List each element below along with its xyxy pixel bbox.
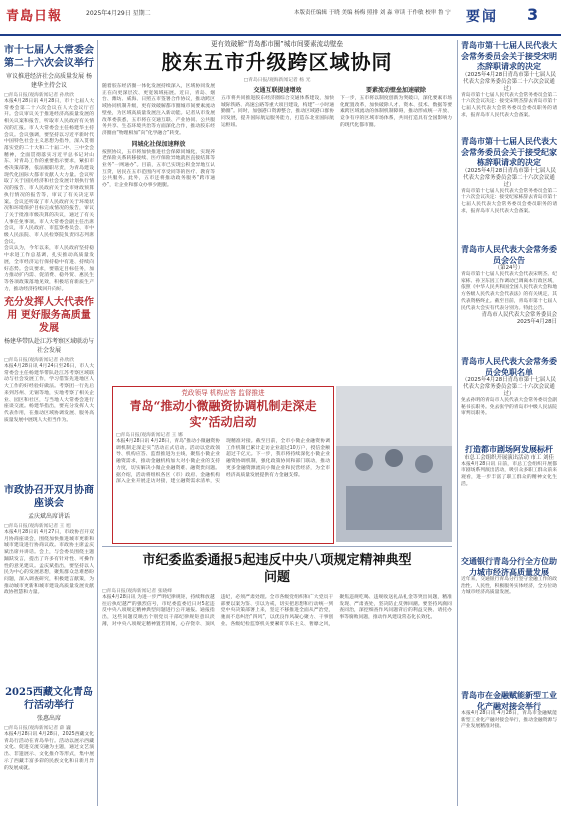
article-title: 2025西藏文化青岛行活动举行 — [5, 687, 93, 711]
masthead — [0, 0, 561, 36]
meeting-photo — [336, 386, 452, 542]
notice-subtitle: （2025年4月28日青岛市第十七届人民代表大会常务委员会第二十六次会议通过） — [461, 71, 557, 92]
article-title: 交通银行青岛分行全方位助力城市经济高质量发展 — [461, 556, 557, 577]
article-npc-session — [4, 44, 94, 294]
article-discipline-report — [102, 552, 452, 808]
article-urban-theater — [461, 444, 557, 552]
article-finance-industrialization — [461, 690, 557, 808]
article-title: 青岛市在金融赋能新型工业化产融对接会举行 — [461, 690, 557, 711]
notice-title: 青岛市人民代表大会常务委员会免职名单 — [461, 356, 557, 377]
article-byline: □青岛日报/观海新闻记者 薛 巍 — [4, 726, 71, 731]
article-body: 会议认为，今年以来，市人民政府坚持稳中求进工作总基调，扎实推动高质量发展，全市经济运行保持稳中有进、持续向好态势。会议要求，要锚定目标任务，加力推动扩内需、促消费、稳外贸、惠民生等各项政策落地见效，积极培育新质生产力，推动经济持续回升向好。 — [4, 246, 94, 292]
notice-subtitle: （2025年4月28日青岛市第十七届人民代表大会常务委员会第二十六次会议通过） — [461, 377, 557, 397]
issue-date: 2025年4月29日 星期二 — [86, 10, 151, 17]
article-subtitle: 孟庆斌出席讲话 — [27, 513, 70, 520]
article-body: 本报4月28日讯 4月28日，青岛市金融赋能新型工业化产融对接会举行，推动金融资源与产业发展精准对接。 — [461, 711, 557, 730]
editor-credits: 本版责任编辑 于晓 美编 杨梅 照排 刘 淼 审读 于作敏 校审 鲁 宁 — [294, 10, 451, 16]
notice-signature: 青岛市人民代表大会常务委员会 — [481, 312, 557, 319]
boxed-story-microfinance — [116, 389, 330, 539]
section-name: 要闻 — [466, 9, 498, 25]
lead-title: 胶东五市升级跨区域协同 — [161, 50, 393, 74]
article-tibet-culture — [4, 686, 94, 808]
notice-subtitle: （2025年4月28日青岛市第十七届人民代表大会常务委员会第二十六次会议通过） — [461, 167, 557, 188]
article-byline: □青岛日报/观海新闻记者 王 旭 — [4, 524, 71, 529]
article-bocom-qingdao — [461, 556, 557, 686]
article-body: 近年来，交通银行青岛分行坚守金融工作的政治性、人民性，积极服务实体经济，全方位助力城市经济高质量发展。 — [461, 577, 557, 596]
notice-subtitle: （第24号） — [494, 265, 524, 271]
article-byline: □青岛日报/观海新闻记者 张晓峰 — [102, 589, 173, 594]
article-cppcc — [4, 484, 94, 644]
article-byline: □青岛日报/观海新闻记者 孙欣欣 — [4, 358, 75, 363]
lead-subhead: 同城化社保加速释放 — [131, 140, 186, 148]
column-rule — [97, 40, 98, 806]
lead-body: 随着胶东经济圈一体化发展持续深入，区域协同发展正在向更深层次、更宽领域拓展。近日，青岛、烟台、潍坊、威海、日照五市签署合作协议，推动跨区域协同机制升级，更有效破解都市圈城市间要素流动壁垒，为区域高质量发展注入新动能。记者从市发展改革委获悉，五市将在交通互联、产业协同、公共服务共享、生态环境共治等方面深化合作，推动胶东经济圈由“物理相加”向“化学融合”转变。 — [102, 84, 215, 136]
article-title: 充分发挥人大代表作用 更好服务高质量发展 — [4, 297, 94, 334]
article-title: 市十七届人大常委会第二十六次会议举行 — [4, 45, 94, 69]
notice-dismissal-list — [461, 356, 557, 440]
article-byline: □青岛日报/观海新闻记者 孙欣欣 — [4, 93, 75, 98]
section-rule — [102, 546, 452, 547]
notice-body: 青岛市第十七届人民代表大会常务委员会第二十六次会议决定：接受纪家栋辞去青岛市第十七届人民代表大会常务委员会委员职务的请求，报青岛市人民代表大会备案。 — [461, 188, 557, 214]
boxed-title: 青岛“推动小微融资协调机制走深走实”活动启动 — [129, 399, 317, 429]
notice-title: 青岛市第十七届人民代表大会常务委员会关于接受纪家栋辞职请求的决定 — [461, 136, 557, 167]
article-body: 本报4月28日讯 4月28日，市十七届人大常委会第二十六次会议在人大会议厅召开。会议审议关于推进经济高质量发展的相关议案和报告，听取市人民政府有关情况的汇报。市人大常委会主任杨建华主持会议。会议强调，要坚持以习近平新时代中国特色社会主义思想为指导，深入贯彻落实党的二十大和二十届二中、三中全会精神，全面贯彻落实习近平总书记对山东、对青岛工作的重要指示要求，紧扣市委决策部署，依法履职尽责，为青岛建设现代化国际大都市贡献人大力量。会议听取了关于国民经济和社会发展计划执行情况的报告、市人民政府关于全市财政预算执行情况的报告等，审议了有关决定草案。会议还听取了市人民政府关于环境状况和环境保护目标完成情况的报告，审议了关于批准市级决算的决议，通过了有关人事任免事项。市人大常委会副主任出席会议，市人民政府、市监察委员会、市中级人民法院、市人民检察院负责同志列席会议。 — [4, 99, 94, 245]
lead-byline: □青岛日报/观海新闻记者 杨 光 — [243, 78, 311, 83]
notice-resign-ji — [461, 136, 557, 240]
article-body: 本报4月28日讯 4月27日，市政协召开双月协商座谈会，围绕加快推进城市更新和城市建设进行协商议政。市政协主席孟庆斌出席并讲话。会上，与会委员围绕主题踊跃发言，提出了许多有针对性、可操作性的意见建议。孟庆斌指出，要坚持以人民为中心的发展思想，聚焦群众急难愁盼问题，深入调查研究，积极建言献策，为推动城市更新和城市建设高质量发展贡献政协智慧和力量。 — [4, 530, 94, 596]
article-body: 本报4月28日讯 4月24日至26日，市人大常委会主任杨建华带队赴江苏考察区域联动与社会发展工作，学习借鉴先进地区人大工作的好经验好做法。考察团一行先后来到苏州、无锡等地，实地考察了相关企业、园区和社区，与当地人大常委会进行座谈交流。杨建华指出，要充分发挥人大代表作用，在推动区域协调发展、服务高质量发展中展现人大担当作为。 — [4, 364, 94, 423]
article-deputies — [4, 296, 94, 426]
notice-title: 青岛市第十七届人民代表大会常务委员会关于接受宋明杰辞职请求的决定 — [461, 40, 557, 71]
article-subtitle: 市总工会组织开展演出活动 市工 刘佳 — [464, 454, 554, 461]
article-body: 本报4月28日讯 为进一步严明纪律规矩，持续释放越往后执纪越严的强烈信号，市纪委监委近日对5起违反中央八项规定精神典型问题进行公开通报。通报指出，这些问题反映出个别党员干部纪律规矩意识淡薄，对中央八项规定精神置若罔闻，心存侥幸、顶风违纪，必须严肃处理。全市各级党组织和广大党员干部要以案为鉴、引以为戒，切实把思想和行动统一到党中央决策部署上来，坚定不移推进全面从严治党，驰而不息纠治“四风”，以优良作风凝心聚力、干事创业。各级纪检监察机关要紧盯享乐主义、奢靡之风，聚焦违规吃喝、违规收送礼品礼金等突出问题，精准发现、严肃查处，坚决防止反弹回潮。要坚持风腐同查同治，深挖细查作风问题背后的利益交换、请托办事等腐败问题，推动作风建设常态化长效化。 — [102, 595, 452, 627]
article-subtitle: 杨建华带队赴江苏考察区域联动与社会发展 — [4, 338, 94, 354]
article-body: 本报4月28日讯 4月28日，2025西藏文化青岛行活动在青岛举行。活动以展示西藏文化、促进交流交融为主题，通过文艺演出、非遗展示、文化推介等形式，集中展示了西藏丰富多彩的民族文化和日新月异的发展成就。 — [4, 732, 94, 771]
lead-body: 按照协议，五市将加快推进社会保障同城化，实现养老保险关系转移接续、医疗保险异地就医直接结算等业务“一网通办”。目前，五市已实现公积金异地互认互贷，居民在五市范围内可享受同等的医疗、教育等公共服务。此外，五市还将推动政务服务“跨市通办”，让企业和群众办事少跑腿。 — [102, 149, 215, 189]
notice-announcement-24 — [461, 244, 557, 352]
page-number: 3 — [527, 5, 539, 24]
article-title: 打造都市剧场阿发展标杆 — [465, 444, 553, 454]
lead-story-jiaodong — [102, 40, 452, 420]
lead-subhead: 要素流动壁垒加速破除 — [365, 87, 426, 94]
boxed-kicker: 党政领导 机构应答 监督推进 — [181, 389, 265, 397]
notice-resign-song — [461, 40, 557, 134]
article-title: 市纪委监委通报5起违反中央八项规定精神典型问题 — [142, 553, 412, 585]
boxed-byline: □青岛日报/观海新闻记者 王 娜 — [116, 433, 183, 438]
boxed-body: 本报4月28日讯 4月28日，青岛“推动小微融资协调机制走深走实”活动正式启动。活动以党政领导、机构应答、监督推进为主线，聚焦小微企业融资需求，推动金融机构加大对小微企业的支持力度，切实解决小微企业融资难、融资贵问题。据介绍，活动将组织各区（市）政府、金融机构深入企业开展走访对接，建立融资需求清单，实现精准对接。截至目前，全市小微企业融资协调工作机制已累计走访企业超过10万户，授信金额超过千亿元。下一步，我市将持续深化小微企业融资协调机制，强化政策协同和部门联动，推动更多金融资源流向小微企业和民营经济，为全市经济高质量发展提供有力金融支撑。 — [116, 439, 330, 485]
article-subtitle: 张惠出席 — [36, 715, 61, 722]
article-body: 本报4月28日讯 日前，市总工会组织开展都市剧场系列演出活动，吸引众多职工群众前来观看，进一步丰富了职工群众的精神文化生活。 — [461, 461, 557, 487]
notice-date: 2025年4月28日 — [516, 319, 557, 326]
notice-body: 免去孙明的青岛市人民代表大会常务委员会副秘书长职务。免去张学的青岛市中级人民法院审判员职务。 — [461, 398, 557, 417]
column-rule — [457, 40, 458, 806]
article-subtitle: 审议推进经济社会高质量发展 杨建华主持会议 — [6, 73, 92, 89]
lead-subhead: 交通互联提速增效 — [253, 87, 302, 94]
notice-body: 青岛市第十七届人民代表大会代表宋明杰、纪家栋、孙卫东因工作调动已调离本行政区域，依照《中华人民共和国全国人民代表大会和地方各级人民代表大会代表法》的有关规定，其代表资格终止。截至目前，青岛市第十七届人民代表大会实有代表分别为。特此公告。 — [461, 272, 557, 311]
article-title: 市政协召开双月协商座谈会 — [4, 485, 94, 509]
notice-title: 青岛市人民代表大会常务委员会公告 — [461, 244, 557, 265]
lead-kicker: 更有效破解“青岛都市圈”城市间要素流动壁垒 — [210, 40, 344, 48]
lead-body: 五市将共同推进胶东经济圈综合交通体系建设，加快城际铁路、高速公路等重大项目建设，构建“一小时通勤圈”。同时，加强港口资源整合，推动区域港口群协同发展，提升国际航运服务能力，打造东北亚国际航运枢纽。 — [221, 96, 334, 128]
newspaper-logo: 青島日報 — [6, 9, 63, 24]
lead-body: 下一步，五市将以制度创新为突破口，深化要素市场化配置改革，加快破除人才、资本、技术、数据等要素跨区域流动的体制机制障碍，推动形成统一开放、竞争有序的区域市场体系，共同打造具有全国影响力的现代化都市圈。 — [340, 96, 452, 128]
notice-body: 青岛市第十七届人民代表大会常务委员会第二十六次会议决定：接受宋明杰辞去青岛市第十七届人民代表大会常务委员会委员职务的请求，报青岛市人民代表大会备案。 — [461, 92, 557, 118]
